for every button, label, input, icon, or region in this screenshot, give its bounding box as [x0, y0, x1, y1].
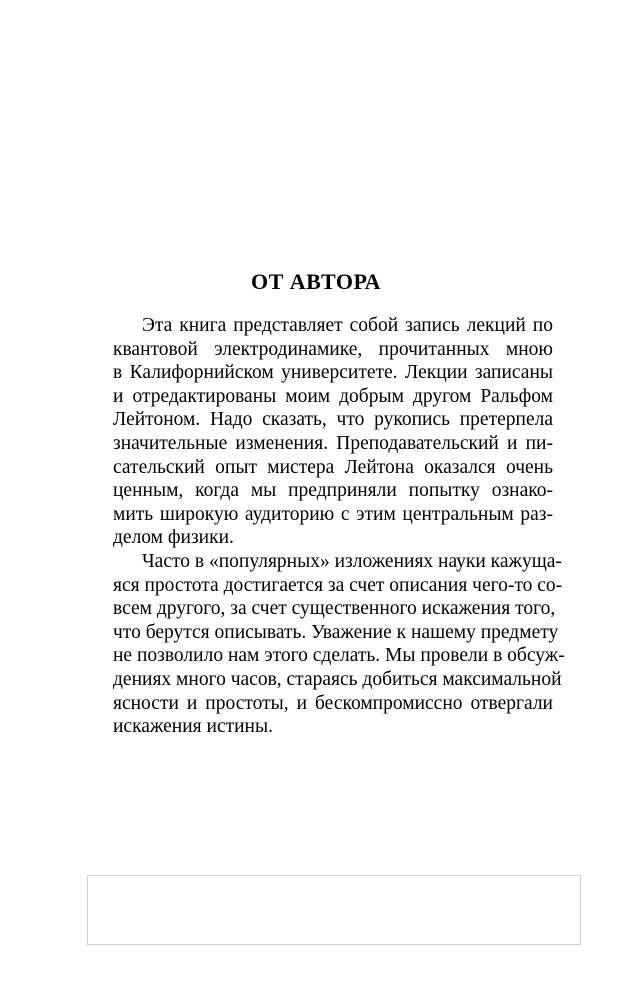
- text-line: всем другого, за счет существенного искажения того,: [113, 598, 556, 620]
- text-line: сательский опыт мистера Лейтона оказался очень: [113, 456, 553, 478]
- text-line: Эта книга представляет собой запись лекций по: [142, 315, 553, 336]
- text-line: искажения истины.: [113, 716, 273, 738]
- text-line: в Калифорнийском университете. Лекции записаны: [113, 362, 553, 384]
- text-line: ясности и простоты, и бескомпромиссно отвергали: [113, 692, 553, 714]
- paragraph-2: [113, 550, 565, 739]
- paragraph-1: [113, 314, 553, 550]
- body-text: [113, 314, 565, 739]
- text-line: мить широкую аудиторию с этим центральным раз-: [113, 503, 553, 525]
- text-line: значительные изменения. Преподавательский и пи-: [113, 432, 553, 454]
- text-line: квантовой электродинамике, прочитанных мною: [113, 338, 553, 360]
- text-line: яся простота достигается за счет описания чего-то со-: [113, 574, 563, 596]
- text-line: дениях много часов, стараясь добиться максимальной: [113, 668, 562, 690]
- page-title: ОТ АВТОРА: [250, 269, 382, 294]
- text-line: и отредактированы моим добрым другом Ральфом: [113, 385, 553, 407]
- text-line: не позволило нам этого сделать. Мы провели в обсуж-: [113, 645, 565, 667]
- footer-frame: [87, 875, 581, 945]
- text-line: Часто в «популярных» изложениях науки кажуща-: [142, 550, 562, 572]
- text-line: ценным, когда мы предприняли попытку ознако-: [113, 480, 553, 502]
- text-line: делом физики.: [113, 527, 234, 549]
- text-line: что берутся описывать. Уважение к нашему предмету: [113, 621, 559, 643]
- text-line: Лейтоном. Надо сказать, что рукопись претерпела: [113, 409, 553, 431]
